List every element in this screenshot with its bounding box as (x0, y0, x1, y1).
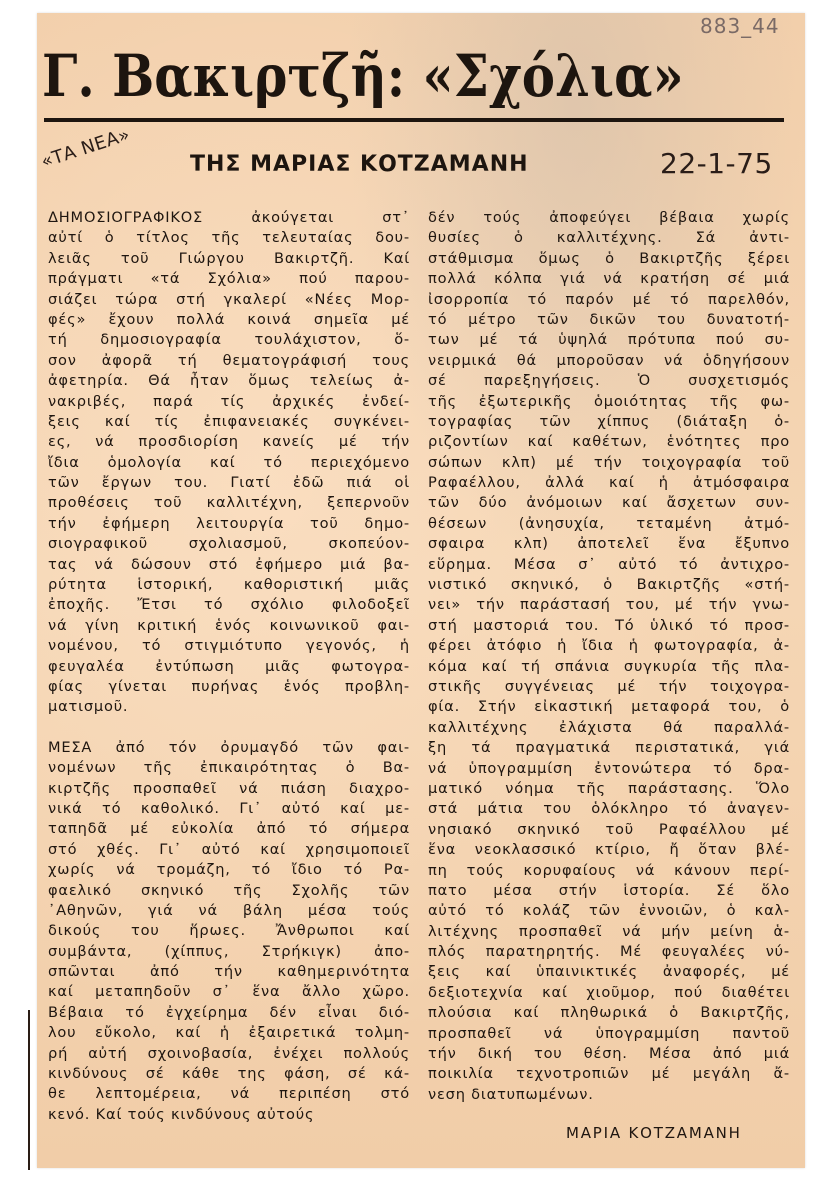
text-line: στό χθές. Γι᾽ αὐτό καί χρησιμοποιεῖ (48, 840, 410, 858)
text-line: σπῶνται ἀπό τήν καθημερινότητα (48, 963, 410, 981)
text-line: πατο μέσα στήν ἱστορία. Σέ ὅλο (428, 881, 790, 899)
text-line: νει» τήν παράστασή του, μέ τήν γνω- (428, 596, 790, 614)
text-line: νησιακό σκηνικό τοῦ Ραφαέλλου μέ (428, 820, 790, 838)
text-line: τας νά δώσουν στό ἐφήμερο μιά βα- (48, 555, 410, 573)
text-line: στά μάτια του ὁλόκληρο τό ἀναγεν- (428, 800, 790, 818)
text-line: τή δημοσιογραφία τουλάχιστον, ὅ- (48, 331, 410, 349)
text-line: νιστικό σκηνικό, ὁ Βακιρτζῆς «στή- (428, 576, 790, 594)
text-line: φαελικό σκηνικό τῆς Σχολῆς τῶν (48, 881, 410, 899)
text-line: νεση διατυπωμένων. (428, 1085, 594, 1103)
text-line: κιρτζῆς προσπαθεῖ νά πιάση διαχρο- (48, 779, 410, 797)
paragraph (48, 738, 410, 1125)
text-line: ρύτητα ἱστορική, καθοριστική μιᾶς (48, 576, 410, 594)
text-line: κόμα καί τή σπάνια συγκυρία τῆς πλα- (428, 657, 790, 675)
text-line: ΜΕΣΑ ἀπό τόν ὀρυμαγδό τῶν φαι- (48, 738, 410, 756)
text-line: χωρίς νά τρομάζη, τό ἴδιο τό Ρα- (48, 861, 410, 879)
text-line: πολλά κόλπα γιά νά κρατήση σέ μιά (428, 270, 790, 288)
text-line: ματικό νόημα τῆς παράστασης. Ὅλο (428, 779, 790, 797)
text-line: λιτέχνης προσπαθεῖ νά μήν μείνη ἁ- (428, 922, 790, 940)
archive-code-handwritten: 883_44 (700, 14, 780, 38)
text-line: ρή αὐτή σχοινοβασία, ἐνέχει πολλούς (48, 1044, 410, 1062)
text-line: στή μαστοριά του. Τό ὑλικό τό προσ- (428, 616, 790, 634)
text-line: φές» ἔχουν πολλά κοινά σημεῖα μέ (48, 310, 410, 328)
text-line: εὕρημα. Μέσα σ᾽ αὐτό τό ἀντιχρο- (428, 555, 790, 573)
text-line: ἕνα νεοκλασσικό κτίριο, ἤ ὅταν βλέ- (428, 841, 790, 859)
right-column (428, 208, 790, 1105)
text-line: ξεις καί ὑπαινικτικές ἀναφορές, μέ (428, 963, 790, 981)
text-line: κενό. Καί τούς κινδύνους αὐτούς (48, 1105, 315, 1123)
text-line: νομένων τῆς ἐπικαιρότητας ὁ Βα- (48, 759, 410, 777)
text-line: πράγματι «τά Σχόλια» πού παρου- (48, 270, 410, 288)
text-line: σέ παρεξηγήσεις. Ὁ συσχετισμός (428, 372, 790, 390)
headline: Γ. Βακιρτζῆ: «Σχόλια» (42, 42, 684, 110)
text-line: στάθμισμα ὅμως ὁ Βακιρτζῆς ξέρει (428, 249, 790, 267)
text-line: νά ὑπογραμμίση ἐντονώτερα τό δρα- (428, 759, 790, 777)
text-line: συμβάντα, (χίππυς, Στρήκιγκ) ἀπο- (48, 942, 410, 960)
text-line: σον ἀφορᾶ τή θεματογράφισή τους (48, 351, 410, 369)
text-line: ἐποχῆς. Ἔτσι τό σχόλιο φιλοδοξεῖ (48, 596, 410, 614)
newspaper-name-handwritten: «ΤΑ ΝΕΑ» (38, 124, 133, 173)
text-line: αὐτί ὁ τίτλος τῆς τελευταίας δου- (48, 229, 410, 247)
text-line: ποικιλία τεχνοτροπιῶν μέ μεγάλη ἄ- (428, 1065, 790, 1083)
text-line: ξεις καί τίς ἐπιφανειακές συγκένει- (48, 412, 410, 430)
text-line: πλός παρατηρητής. Μέ φευγαλέες νύ- (428, 943, 790, 961)
text-line: λειᾶς τοῦ Γιώργου Βακιρτζῆ. Καί (48, 249, 410, 267)
text-line: καλλιτέχνης ἐλάχιστα θά παραλλά- (428, 718, 790, 736)
text-line: θέσεων (ἀνησυχία, τεταμένη ἀτμό- (428, 514, 790, 532)
text-line: ἀφετηρία. Θά ἦταν ὅμως τελείως ἀ- (48, 372, 410, 390)
text-line: ριζοντίων καί καθέτων, ἑνότητες προ (428, 433, 790, 451)
text-line: νακριβές, παρά τίς ἀρχικές ἐνδεί- (48, 392, 410, 410)
headline-rule (44, 118, 784, 122)
text-line: τήν ἐφήμερη λειτουργία τοῦ δημο- (48, 514, 410, 532)
text-line: αὐτό τό κολάζ τῶν ἐννοιῶν, ὁ καλ- (428, 902, 790, 920)
text-line: ες, νά προσδιορίση κανείς μέ τήν (48, 433, 410, 451)
text-line: φία. Στήν εἰκαστική μεταφορά του, ὁ (428, 698, 790, 716)
text-line: νά γίνη κριτική ἑνός κοινωνικοῦ φαι- (48, 616, 410, 634)
text-line: Βέβαια τό ἐγχείρημα δέν εἶναι διό- (48, 1003, 410, 1021)
text-line: σιογραφικοῦ σχολιασμοῦ, σκοπεύον- (48, 535, 410, 553)
text-line: στικῆς συγγένειας μέ τήν τοιχογρα- (428, 677, 790, 695)
text-line: λου εὔκολο, καί ἡ ἐξαιρετικά τολμη- (48, 1024, 410, 1042)
text-line: ματισμοῦ. (48, 698, 129, 716)
text-line: σφαιρα κλπ) ἀποτελεῖ ἕνα ἔξυπνο (428, 535, 790, 553)
text-line: νειρμικά θά μποροῦσαν νά ὁδηγήσουν (428, 351, 790, 369)
paragraph (48, 208, 410, 718)
left-column (48, 208, 410, 1125)
text-line: φέρει ἀτόφιο ἡ ἴδια ἡ φωτογραφία, ἀ- (428, 637, 790, 655)
text-line: τῶν ἔργων του. Γιατί ἐδῶ πιά οἱ (48, 474, 410, 492)
text-line: δεξιοτεχνία καί χιοῦμορ, πού διαθέτει (428, 983, 790, 1001)
text-line: τῶν δύο ἀνόμοιων καί ἄσχετων συν- (428, 494, 790, 512)
text-line: δικούς του ἥρωες. Ἄνθρωποι καί (48, 922, 410, 940)
text-line: τογραφίας τῶν χίππυς (διάταξη ὁ- (428, 412, 790, 430)
column-rule (28, 1010, 30, 1170)
text-line: τό μέτρο τῶν δικῶν του δυνατοτή- (428, 310, 790, 328)
byline: ΤΗΣ ΜΑΡΙΑΣ ΚΟΤΖΑΜΑΝΗ (190, 152, 529, 177)
text-line: πη τούς κορυφαίους νά κάνουν περί- (428, 861, 790, 879)
text-line: τῆς ἐξωτερικῆς ὁμοιότητας τῆς φω- (428, 392, 790, 410)
text-line: κινδύνους σέ κάθε της φάση, σέ κά- (48, 1065, 410, 1083)
text-line: θυσίες ὁ καλλιτέχνης. Σά ἀντι- (428, 229, 790, 247)
text-line: σώπων κλπ) μέ τήν τοιχογραφία τοῦ (428, 453, 790, 471)
text-line: καί μεταπηδοῦν σ᾽ ἕνα ἄλλο χῶρο. (48, 983, 410, 1001)
date-handwritten: 22-1-75 (660, 147, 773, 180)
text-line: πλούσια καί πληθωρικά ὁ Βακιρτζῆς, (428, 1004, 790, 1022)
text-line: προθέσεις τοῦ καλλιτέχνη, ξεπερνοῦν (48, 494, 410, 512)
text-line: προσπαθεῖ νά ὑπογραμμίση παντοῦ (428, 1024, 790, 1042)
text-line: φίας γίνεται πυρήνας ἑνός προβλη- (48, 677, 410, 695)
text-line: νομένου, τό στιγμιότυπο γεγονός, ἡ (48, 637, 410, 655)
text-line: νικά τό καθολικό. Γι᾽ αὐτό καί με- (48, 799, 410, 817)
text-line: ΔΗΜΟΣΙΟΓΡΑΦΙΚΟΣ ἀκούγεται στ᾽ (48, 209, 410, 226)
author-signature: ΜΑΡΙΑ ΚΟΤΖΑΜΑΝΗ (566, 1124, 742, 1142)
text-line: ἰσορροπία τό παρόν μέ τό παρελθόν, (428, 290, 790, 308)
text-line: ἴδια ὁμολογία καί τό περιεχόμενο (48, 453, 410, 471)
text-line: των μέ τά ὑψηλά πρότυπα πού συ- (428, 331, 790, 349)
paragraph (428, 208, 790, 1105)
text-line: φευγαλέα ἐντύπωση μιᾶς φωτογρα- (48, 657, 410, 675)
text-line: ταπηδᾶ μέ εὐκολία ἀπό τό σήμερα (48, 820, 410, 838)
text-line: Ραφαέλλου, ἀλλά καί ἡ ἀτμόσφαιρα (428, 474, 790, 492)
text-line: δέν τούς ἀποφεύγει βέβαια χωρίς (428, 209, 790, 226)
text-line: θε λεπτομέρεια, νά περιπέση στό (48, 1085, 410, 1103)
paragraph-gap (48, 718, 410, 738)
text-line: τήν δική του θέση. Μέσα ἀπό μιά (428, 1045, 790, 1063)
text-line: σιάζει τώρα στή γκαλερί «Νέες Μορ- (48, 290, 410, 308)
text-line: ξη τά πραγματικά περιστατικά, γιά (428, 739, 790, 757)
text-line: ᾽Αθηνῶν, γιά νά βάλη μέσα τούς (48, 901, 410, 919)
